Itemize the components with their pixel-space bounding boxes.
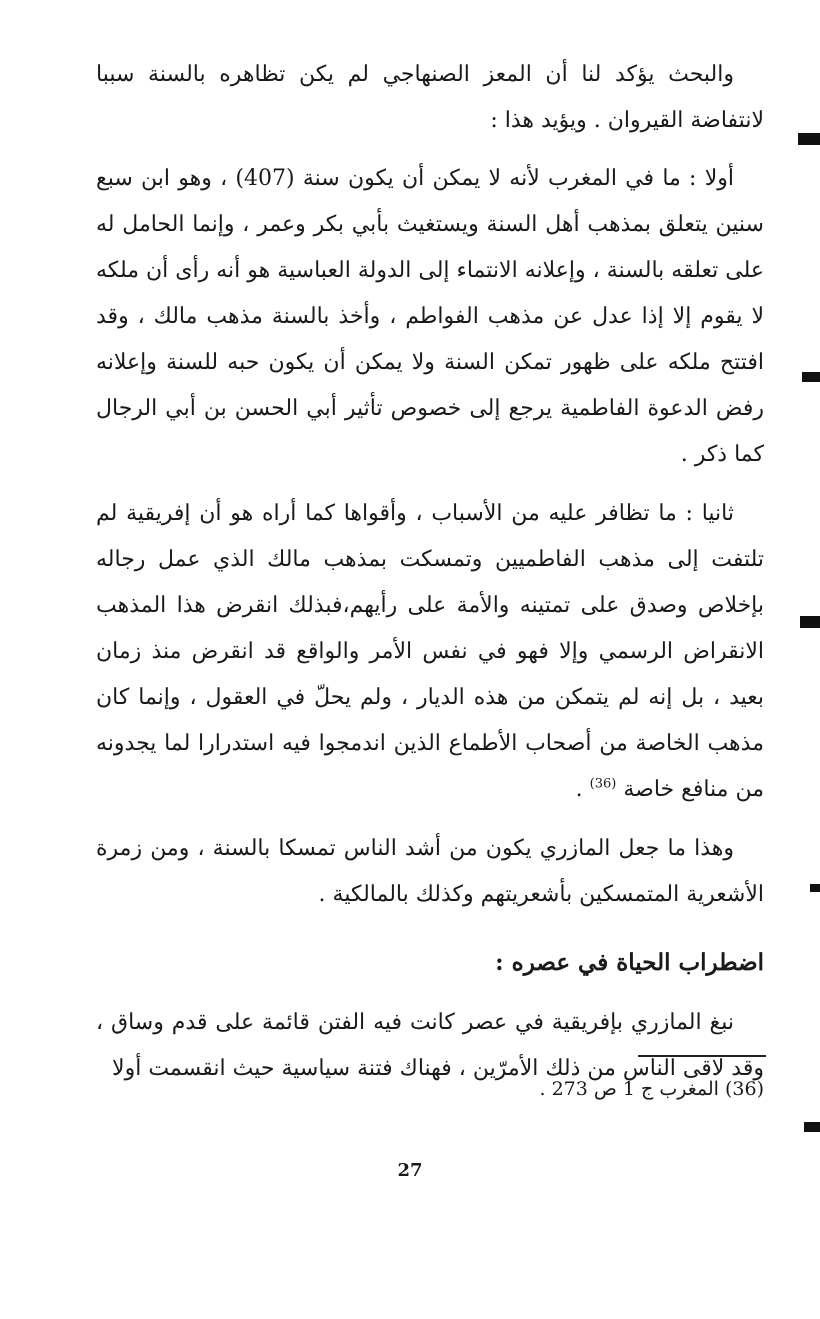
paragraph-1: والبحث يؤكد لنا أن المعز الصنهاجي لم يكن تظاهره بالسنة سببا لانتفاضة القيروان . ويؤيد هذا : bbox=[96, 62, 764, 133]
edge-mark bbox=[804, 1122, 820, 1132]
edge-mark bbox=[810, 884, 820, 892]
paragraph-3 bbox=[96, 491, 764, 813]
footnote-separator bbox=[638, 1055, 766, 1057]
page-body bbox=[96, 52, 764, 1092]
edge-mark bbox=[800, 616, 820, 628]
paragraph-3-end: . bbox=[575, 777, 590, 802]
page-number: 27 bbox=[397, 1160, 423, 1181]
edge-mark bbox=[802, 372, 820, 382]
paragraph-5: نبغ المازري بإفريقية في عصر كانت فيه الفتن قائمة على قدم وساق ، وقد لاقى الناس من ذلك الأمرّين ، فهناك فتنة سياسية حيث انقسمت أولا bbox=[96, 1010, 764, 1081]
edge-mark bbox=[798, 133, 820, 145]
paragraph-2: أولا : ما في المغرب لأنه لا يمكن أن يكون سنة (407) ، وهو ابن سبع سنين يتعلق بمذهب أهل السنة ويستغيث بأبي بكر وعمر ، وإنما الحامل له على تعلقه بالسنة ، وإعلانه الانتماء إلى الدولة العباسية هو أنه رأى أن ملكه لا يقوم إلا إذا عدل عن مذهب الفواطم ، وأخذ بالسنة مذهب مالك ، وقد افتتح ملكه على ظهور تمكن السنة ولا يمكن أن يكون حبه للسنة وإعلانه رفض الدعوة الفاطمية يرجع إلى خصوص تأثير أبي الحسن بن أبي الرجال كما ذكر . bbox=[96, 166, 764, 467]
footnote-reference[interactable]: (36) bbox=[589, 776, 617, 792]
paragraph-3-text: ثانيا : ما تظافر عليه من الأسباب ، وأقواها كما أراه هو أن إفريقية لم تلتفت إلى مذهب الفاطميين وتمسكت بمذهب مالك الذي عمل رجاله بإخلاص وصدق على تمتينه والأمة على رأيهم،فبذلك انقرض هذا المذهب الانقراض الرسمي وإلا فهو في نفس الأمر والواقع قد انقرض منذ زمان بعيد ، بل إنه لم يتمكن من هذه الديار ، ولم يحلّ في العقول ، وإنما كان مذهب الخاصة من أصحاب الأطماع الذين اندمجوا فيه استدرارا لما يجدونه من منافع خاصة bbox=[96, 501, 764, 802]
footnote: (36) المغرب ج 1 ص 273 . bbox=[539, 1078, 764, 1100]
section-heading: اضطراب الحياة في عصره : bbox=[495, 949, 764, 976]
paragraph-4: وهذا ما جعل المازري يكون من أشد الناس تمسكا بالسنة ، ومن زمرة الأشعرية المتمسكين بأشعريتهم وكذلك بالمالكية . bbox=[96, 836, 764, 907]
